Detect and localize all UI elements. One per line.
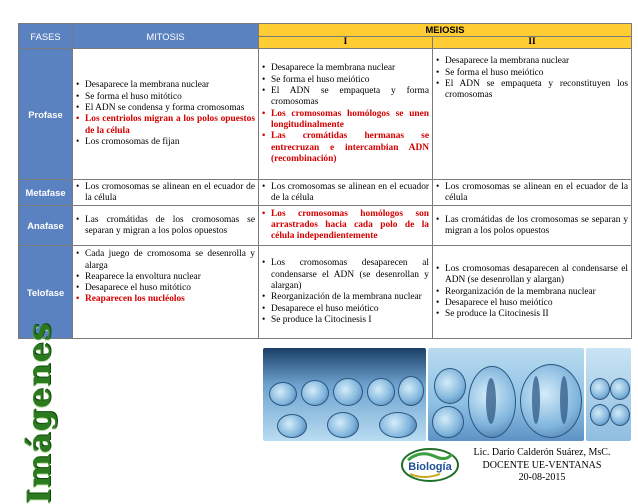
bullet-item: • Reorganización de la membrana nuclear bbox=[436, 287, 628, 298]
bullet-item: • Reaparece la envoltura nuclear bbox=[76, 272, 255, 283]
cell-mitosis bbox=[73, 206, 259, 246]
cell-illustration bbox=[434, 368, 466, 404]
header-meiosis-ii: II bbox=[433, 37, 632, 49]
bullet-item: • El ADN se empaqueta y forma cromosomas bbox=[262, 86, 429, 109]
cell-meiosis-ii bbox=[433, 246, 632, 339]
cell-meiosis-i bbox=[259, 206, 433, 246]
bullet-item: • Se forma el huso mitótico bbox=[76, 92, 255, 103]
bullet-item: • Se forma el huso meiótico bbox=[262, 75, 429, 86]
imagenes-side-title: Imágenes bbox=[20, 322, 58, 504]
phase-label: Metafase bbox=[19, 180, 73, 206]
bullet-item: • Desaparece el huso meiótico bbox=[262, 304, 429, 315]
bullet-item: • Desaparece el huso meiótico bbox=[436, 298, 628, 309]
bullet-item: • Reaparecen los nucléolos bbox=[76, 294, 255, 305]
cell-illustration bbox=[379, 412, 417, 438]
bullet-item: • Los cromosomas se alinean en el ecuador de la célula bbox=[262, 182, 429, 205]
bullet-item: • Se produce la Citocinesis I bbox=[262, 315, 429, 326]
cell-meiosis-i bbox=[259, 180, 433, 206]
cell-illustration bbox=[269, 382, 297, 406]
author-name: Lic. Darío Calderón Suárez, MsC. bbox=[473, 447, 611, 458]
header-meiosis-i: I bbox=[259, 37, 433, 49]
logo-text: Biología bbox=[408, 461, 452, 473]
cell-mitosis bbox=[73, 180, 259, 206]
cell-meiosis-ii bbox=[433, 180, 632, 206]
bullet-item: • Los cromosomas se alinean en el ecuador de la célula bbox=[76, 182, 255, 205]
row-profase bbox=[19, 49, 632, 180]
cell-illustration bbox=[520, 364, 582, 438]
phase-label: Anafase bbox=[19, 206, 73, 246]
meiosis-ii-stages-image bbox=[586, 348, 631, 441]
biology-logo-icon bbox=[400, 446, 460, 484]
bullet-item: • Los cromosomas desaparecen al condensarse el ADN (se desenrollan y alargan) bbox=[436, 264, 628, 287]
cell-illustration bbox=[610, 378, 630, 400]
bullet-item: • Desaparece la membrana nuclear bbox=[436, 56, 628, 67]
cell-meiosis-i bbox=[259, 49, 433, 180]
bullet-item: • Las cromátidas hermanas se entrecruzan e intercambian ADN (recombinación) bbox=[262, 131, 429, 165]
phases-comparison-table bbox=[18, 23, 632, 339]
cell-illustration bbox=[333, 378, 363, 406]
header-mitosis: MITOSIS bbox=[73, 24, 259, 49]
bullet-item: • Desaparece la membrana nuclear bbox=[76, 80, 255, 91]
header-meiosis: MEIOSIS bbox=[259, 24, 632, 37]
meiosis-i-stages-image bbox=[428, 348, 584, 441]
bullet-item: • Desaparece la membrana nuclear bbox=[262, 63, 429, 74]
chromosome-illustration bbox=[560, 376, 568, 424]
cell-mitosis bbox=[73, 49, 259, 180]
cell-illustration bbox=[301, 380, 329, 406]
header-fases: FASES bbox=[19, 24, 73, 49]
cell-mitosis bbox=[73, 246, 259, 339]
author-credit bbox=[462, 447, 622, 485]
bullet-item: • Las cromátidas de los cromosomas se separan y migran a los polos opuestos bbox=[436, 215, 628, 238]
bullet-item: • Reorganización de la membrana nuclear bbox=[262, 292, 429, 303]
bullet-item: • Se forma el huso meiótico bbox=[436, 68, 628, 79]
chromosome-illustration bbox=[532, 376, 540, 424]
bullet-item: • Los cromosomas homólogos se unen longitudinalmente bbox=[262, 109, 429, 132]
bullet-item: • El ADN se condensa y forma cromosomas bbox=[76, 103, 255, 114]
row-anafase bbox=[19, 206, 632, 246]
cell-meiosis-ii bbox=[433, 206, 632, 246]
bullet-item: • Cada juego de cromosoma se desenrolla y alarga bbox=[76, 249, 255, 272]
document-date: 20-08-2015 bbox=[518, 472, 566, 483]
row-metafase bbox=[19, 180, 632, 206]
cell-illustration bbox=[398, 376, 424, 406]
bullet-item: • Las cromátidas de los cromosomas se separan y migran a los polos opuestos bbox=[76, 215, 255, 238]
bullet-item: • Los cromosomas se alinean en el ecuador de la célula bbox=[436, 182, 628, 205]
cell-meiosis-i bbox=[259, 246, 433, 339]
cell-illustration bbox=[277, 414, 307, 438]
phase-label: Profase bbox=[19, 49, 73, 180]
cell-illustration bbox=[590, 378, 610, 400]
cell-illustration bbox=[610, 404, 630, 426]
bullet-item: • Los cromosomas de fijan bbox=[76, 137, 255, 148]
bullet-item: • El ADN se empaqueta y reconstituyen los cromosomas bbox=[436, 79, 628, 102]
author-role: DOCENTE UE-VENTANAS bbox=[482, 459, 602, 471]
bullet-item: • Los cromosomas desaparecen al condensarse el ADN (se desenrollan y alargan) bbox=[262, 258, 429, 292]
bullet-item: • Los cromosomas homólogos son arrastrados hacia cada polo de la célula independientemente bbox=[262, 209, 429, 243]
bullet-item: • Se produce la Citocinesis II bbox=[436, 309, 628, 320]
mitosis-stages-image bbox=[263, 348, 426, 441]
cell-illustration bbox=[432, 406, 464, 438]
cell-meiosis-ii bbox=[433, 49, 632, 180]
row-telofase bbox=[19, 246, 632, 339]
cell-illustration bbox=[590, 404, 610, 426]
bullet-item: • Los centriolos migran a los polos opuestos de la célula bbox=[76, 114, 255, 137]
cell-illustration bbox=[367, 378, 395, 406]
bullet-item: • Desaparece el huso mitótico bbox=[76, 283, 255, 294]
phase-label: Telofase bbox=[19, 246, 73, 339]
cell-illustration bbox=[327, 412, 359, 438]
chromosome-illustration bbox=[486, 378, 496, 424]
